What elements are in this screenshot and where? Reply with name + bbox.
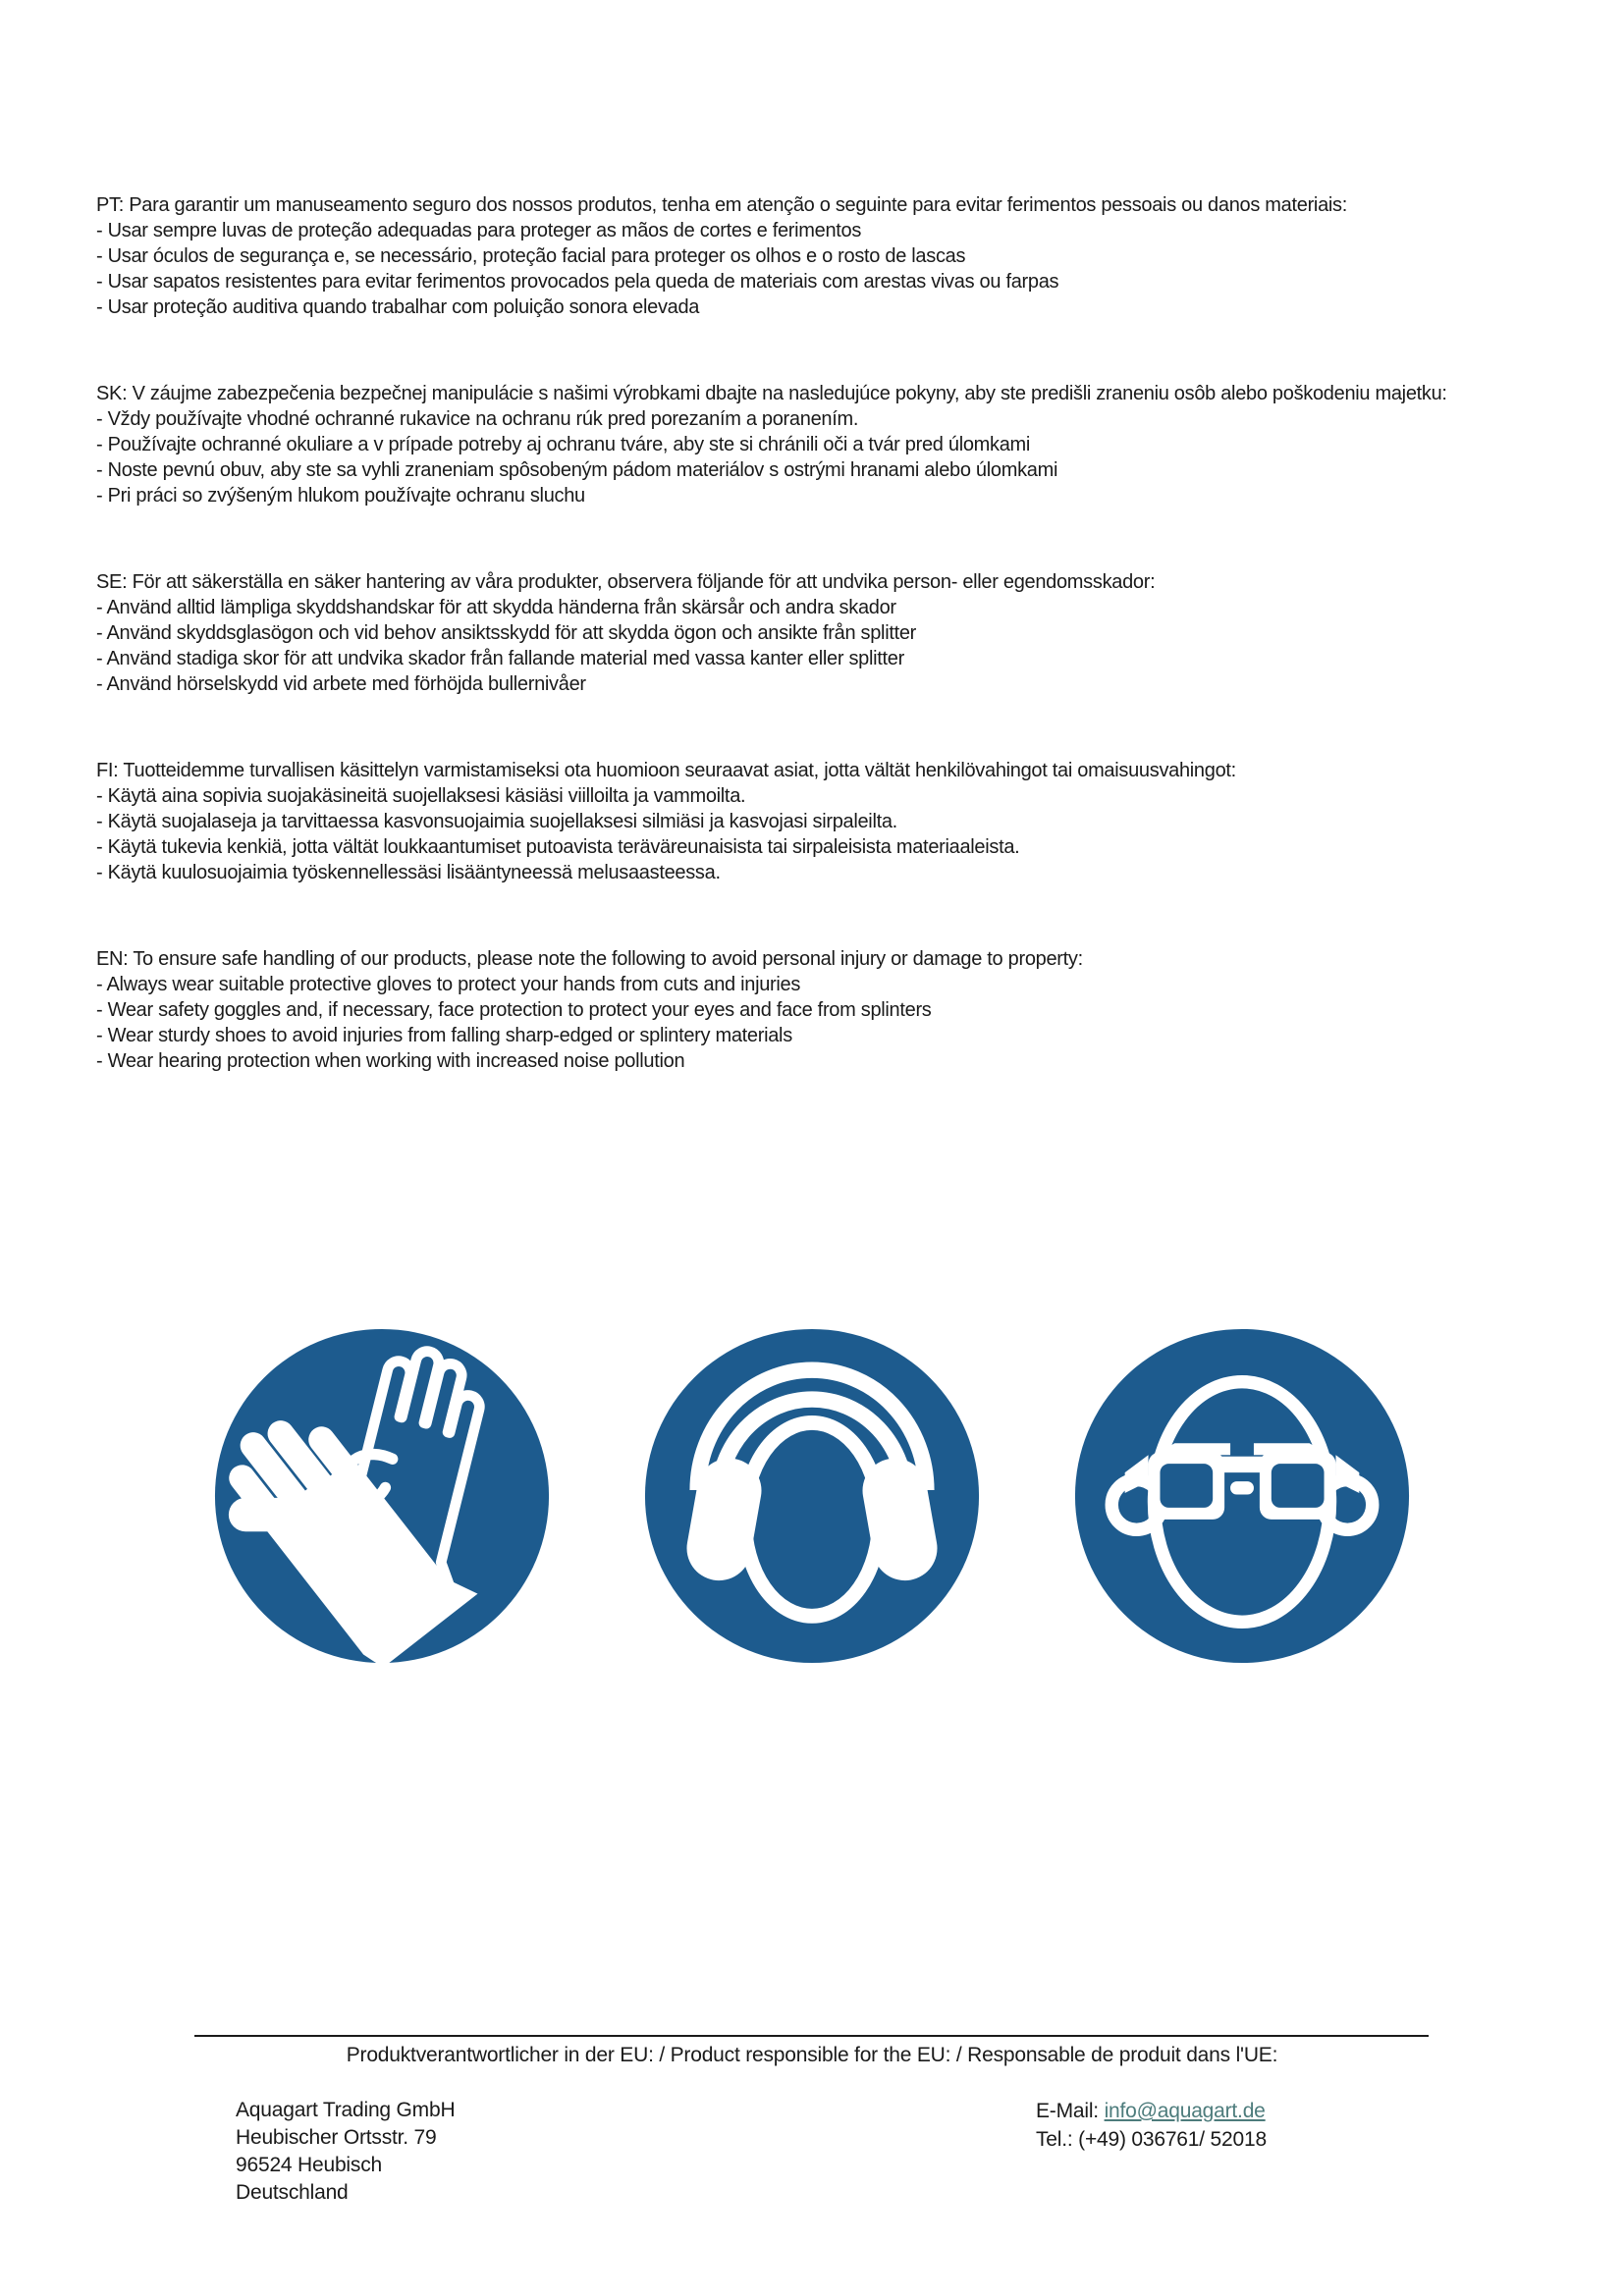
wear-ear-protection-icon — [636, 1320, 988, 1672]
safety-section-se — [96, 569, 1585, 697]
safety-section-en — [96, 946, 1585, 1074]
footer-divider — [194, 2035, 1429, 2037]
email-line — [1036, 2097, 1267, 2125]
bullet-line: - Usar óculos de segurança e, se necessário, proteção facial para proteger os olhos e o rosto de lascas — [96, 245, 966, 267]
bullet-line: - Käytä suojalaseja ja tarvittaessa kasvonsuojaimia suojellaksesi silmiäsi ja kasvojasi sirpaleilta. — [96, 811, 897, 832]
wear-eye-protection-icon — [1066, 1320, 1418, 1672]
safety-section-pt — [96, 192, 1585, 320]
email-label: E-Mail: — [1036, 2100, 1105, 2122]
bullet-line: - Använd skyddsglasögon och vid behov ansiktsskydd för att skydda ögon och ansikte från splitter — [96, 622, 917, 644]
bullet-line: - Usar sempre luvas de proteção adequadas para proteger as mãos de cortes e ferimentos — [96, 220, 862, 241]
section-intro: SE: För att säkerställa en säker hantering av våra produkter, observera följande för att undvika person- eller egendomsskador: — [96, 571, 1156, 593]
company-country: Deutschland — [236, 2181, 349, 2204]
bullet-line: - Noste pevnú obuv, aby ste sa vyhli zraneniam spôsobeným pádom materiálov s ostrými hranami alebo úlomkami — [96, 459, 1058, 481]
bullet-line: - Käytä kuulosuojaimia työskennellessäsi lisääntyneessä melusaasteessa. — [96, 862, 721, 883]
safety-section-fi — [96, 758, 1585, 885]
bullet-line: - Använd hörselskydd vid arbete med förhöjda bullernivåer — [96, 673, 586, 695]
bullet-line: - Använd alltid lämpliga skyddshandskar för att skydda händerna från skärsår och andra skador — [96, 597, 896, 618]
footer-contact-block — [1036, 2097, 1267, 2154]
section-intro: EN: To ensure safe handling of our products, please note the following to avoid personal injury or damage to property: — [96, 948, 1083, 970]
section-intro: FI: Tuotteidemme turvallisen käsittelyn varmistamiseksi ota huomioon seuraavat asiat, jotta vältät henkilövahingot tai omaisuusvahingot: — [96, 760, 1236, 781]
safety-section-sk — [96, 381, 1585, 508]
footer-caption: Produktverantwortlicher in der EU: / Product responsible for the EU: / Responsable de produit dans l'UE: — [346, 2044, 1278, 2066]
bullet-line: - Använd stadiga skor för att undvika skador från fallande material med vassa kanter eller splitter — [96, 648, 904, 669]
bullet-line: - Always wear suitable protective gloves to protect your hands from cuts and injuries — [96, 974, 801, 995]
bullet-line: - Käytä aina sopivia suojakäsineitä suojellaksesi käsiäsi viilloilta ja vammoilta. — [96, 785, 746, 807]
bullet-line: - Vždy používajte vhodné ochranné rukavice na ochranu rúk pred porezaním a poranením. — [96, 408, 859, 430]
company-city: 96524 Heubisch — [236, 2154, 382, 2176]
footer-address-block — [236, 2097, 455, 2207]
bullet-line: - Wear hearing protection when working with increased noise pollution — [96, 1050, 685, 1072]
bullet-line: - Wear safety goggles and, if necessary, face protection to protect your eyes and face from splinters — [96, 999, 932, 1021]
bullet-line: - Wear sturdy shoes to avoid injuries from falling sharp-edged or splintery materials — [96, 1025, 792, 1046]
wear-protective-gloves-icon — [206, 1320, 558, 1672]
email-link[interactable]: info@aquagart.de — [1104, 2100, 1266, 2122]
section-intro: SK: V záujme zabezpečenia bezpečnej manipulácie s našimi výrobkami dbajte na nasledujúce pokyny, aby ste predišli zraneniu osôb alebo poškodeniu majetku: — [96, 383, 1447, 404]
bullet-line: - Používajte ochranné okuliare a v prípade potreby aj ochranu tváre, aby ste si chránili oči a tvár pred úlomkami — [96, 434, 1031, 455]
tel-line: Tel.: (+49) 036761/ 52018 — [1036, 2128, 1267, 2151]
bullet-line: - Käytä tukevia kenkiä, jotta vältät loukkaantumiset putoavista teräväreunaisista tai sirpaleisista materiaaleista. — [96, 836, 1020, 858]
mandatory-pictogram-row — [0, 1320, 1624, 1672]
safety-text-block — [96, 192, 1585, 1135]
bullet-line: - Pri práci so zvýšeným hlukom používajte ochranu sluchu — [96, 485, 585, 507]
company-street: Heubischer Ortsstr. 79 — [236, 2126, 437, 2149]
section-intro: PT: Para garantir um manuseamento seguro dos nossos produtos, tenha em atenção o seguinte para evitar ferimentos pessoais ou danos materiais: — [96, 194, 1348, 216]
bullet-line: - Usar proteção auditiva quando trabalhar com poluição sonora elevada — [96, 296, 700, 318]
company-name: Aquagart Trading GmbH — [236, 2099, 456, 2121]
bullet-line: - Usar sapatos resistentes para evitar ferimentos provocados pela queda de materiais com arestas vivas ou farpas — [96, 271, 1059, 293]
